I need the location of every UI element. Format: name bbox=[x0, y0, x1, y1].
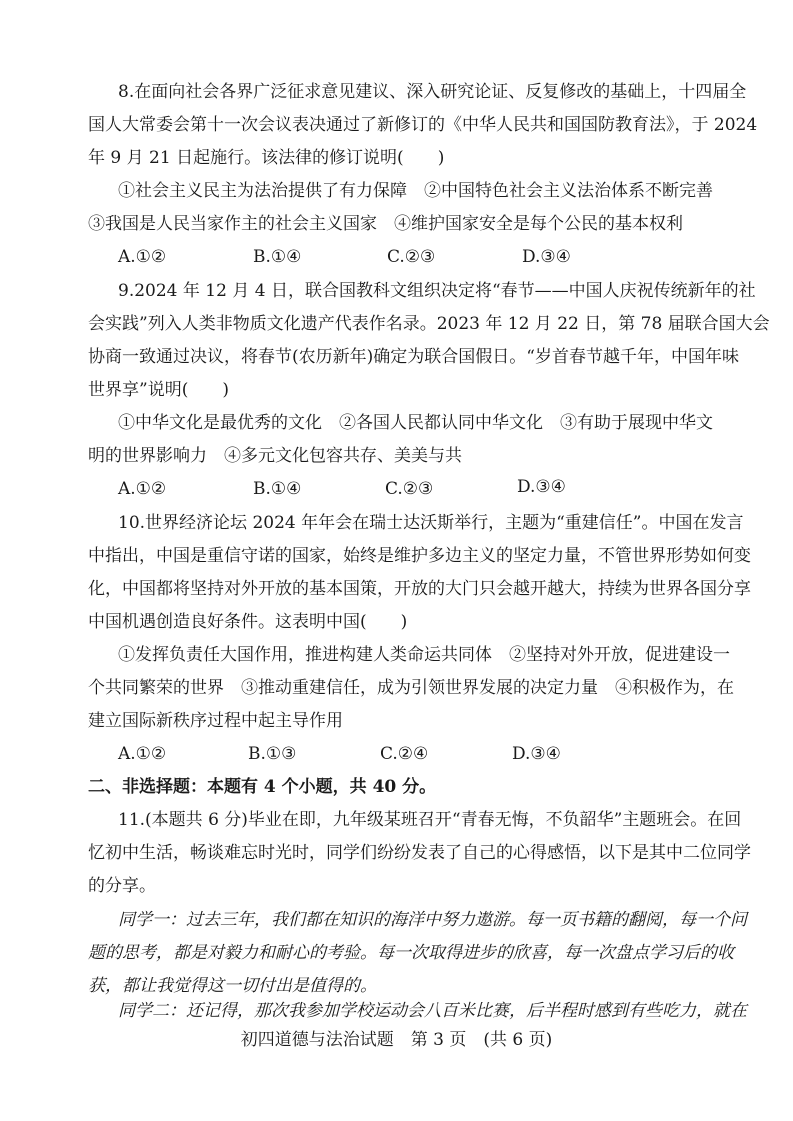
q10-option-c: C.②④ bbox=[380, 744, 429, 764]
q9-statement-1: ①中华文化是最优秀的文化 ②各国人民都认同中华文化 ③有助于展现中华文 bbox=[118, 413, 713, 433]
student-1-line-3: 获，都让我觉得这一切付出是值得的。 bbox=[88, 976, 377, 996]
q10-line-4: 中国机遇创造良好条件。这表明中国( ) bbox=[88, 612, 408, 632]
q11-line-2: 忆初中生活，畅谈难忘时光时，同学们纷纷发表了自己的心得感悟，以下是其中二位同学 bbox=[88, 843, 751, 863]
q10-option-b: B.①③ bbox=[248, 744, 297, 764]
q8-statement-1: ①社会主义民主为法治提供了有力保障 ②中国特色社会主义法治体系不断完善 bbox=[118, 181, 713, 201]
q11-line-3: 的分享。 bbox=[88, 876, 156, 896]
q9-line-1: 9.2024 年 12 月 4 日，联合国教科文组织决定将“春节——中国人庆祝传统新年的社 bbox=[118, 281, 756, 301]
q10-statement-3: 建立国际新秩序过程中起主导作用 bbox=[88, 711, 343, 731]
q8-line-2: 国人大常委会第十一次会议表决通过了新修订的《中华人民共和国国防教育法》，于 2024 bbox=[88, 115, 758, 135]
q8-line-3: 年 9 月 21 日起施行。该法律的修订说明( ) bbox=[88, 148, 445, 168]
q8-option-b: B.①④ bbox=[253, 247, 302, 267]
section-heading: 二、非选择题：本题有 4 个小题，共 40 分。 bbox=[88, 777, 437, 797]
q11-line-1: 11.(本题共 6 分)毕业在即，九年级某班召开“青春无悔，不负韶华”主题班会。在回 bbox=[118, 810, 742, 830]
q10-option-d: D.③④ bbox=[512, 744, 561, 764]
q9-line-2: 会实践”列入人类非物质文化遗产代表作名录。2023 年 12 月 22 日，第 78 届联合国大会 bbox=[88, 314, 770, 334]
student-1-line-2: 题的思考，都是对毅力和耐心的考验。每一次取得进步的欣喜，每一次盘点学习后的收 bbox=[88, 943, 734, 963]
q10-line-2: 中指出，中国是重信守诺的国家，始终是维护多边主义的坚定力量，不管世界形势如何变 bbox=[88, 546, 751, 566]
q8-line-1: 8.在面向社会各界广泛征求意见建议、深入研究论证、反复修改的基础上，十四届全 bbox=[118, 82, 747, 102]
q8-option-a: A.①② bbox=[118, 247, 167, 267]
q10-line-1: 10.世界经济论坛 2024 年年会在瑞士达沃斯举行，主题为“重建信任”。中国在发言 bbox=[118, 513, 744, 533]
q8-option-d: D.③④ bbox=[522, 247, 571, 267]
q8-option-c: C.②③ bbox=[387, 247, 436, 267]
q10-line-3: 化，中国都将坚持对外开放的基本国策，开放的大门只会越开越大，持续为世界各国分享 bbox=[88, 579, 751, 599]
student-1-line-1: 同学一：过去三年，我们都在知识的海洋中努力遨游。每一页书籍的翻阅，每一个问 bbox=[118, 910, 747, 930]
q10-statement-1: ①发挥负责任大国作用，推进构建人类命运共同体 ②坚持对外开放，促进建设一 bbox=[118, 645, 730, 665]
q9-line-3: 协商一致通过决议，将春节(农历新年)确定为联合国假日。“岁首春节越千年，中国年味 bbox=[88, 347, 739, 367]
q10-statement-2: 个共同繁荣的世界 ③推动重建信任，成为引领世界发展的决定力量 ④积极作为，在 bbox=[88, 678, 734, 698]
page-footer: 初四道德与法治试题 第 3 页 (共 6 页) bbox=[240, 1030, 553, 1050]
q10-option-a: A.①② bbox=[118, 744, 167, 764]
student-2-line-1: 同学二：还记得，那次我参加学校运动会八百米比赛，后半程时感到有些吃力，就在 bbox=[118, 1001, 747, 1021]
q9-line-4: 世界享”说明( ) bbox=[88, 380, 229, 400]
q9-statement-2: 明的世界影响力 ④多元文化包容共存、美美与共 bbox=[88, 446, 462, 466]
q9-option-a: A.①② bbox=[118, 479, 167, 499]
q8-statement-2: ③我国是人民当家作主的社会主义国家 ④维护国家安全是每个公民的基本权利 bbox=[88, 214, 683, 234]
q9-option-b: B.①④ bbox=[253, 479, 302, 499]
q9-option-c: C.②③ bbox=[385, 479, 434, 499]
q9-option-d: D.③④ bbox=[517, 477, 566, 497]
